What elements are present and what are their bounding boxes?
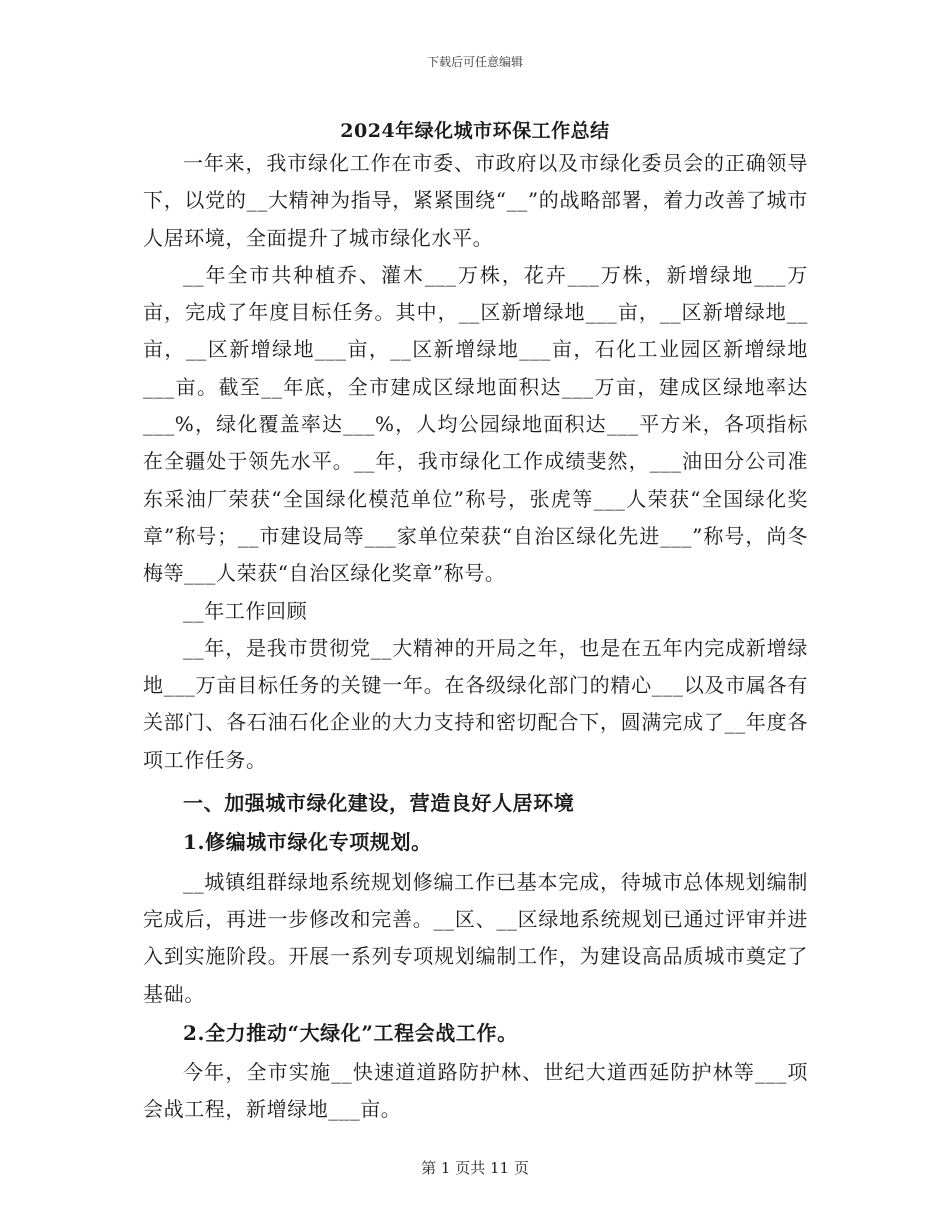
page-footer-number: 第 1 页共 11 页	[421, 1159, 529, 1177]
paragraph-review: __年，是我市贯彻党__大精神的开局之年，也是在五年内完成新增绿地___万亩目标任务的关键一年。在各级绿化部门的精心___以及市属各有关部门、各石油石化企业的大力支持和密切配合下，圆满完成了__年度各项工作任务。	[143, 635, 808, 772]
paragraph-projects: 今年，全市实施__快速道道路防护林、世纪大道西延防护林等___项会战工程，新增绿地___亩。	[143, 1060, 808, 1122]
paragraph-intro: 一年来，我市绿化工作在市委、市政府以及市绿化委员会的正确领导下，以党的__大精神为指导，紧紧围绕“__”的战略部署，着力改善了城市人居环境，全面提升了城市绿化水平。	[143, 151, 808, 250]
page-header-note: 下载后可任意编辑	[426, 55, 523, 69]
subsection-heading-2: 2.全力推动“大绿化”工程会战工作。	[183, 1020, 518, 1045]
paragraph-planning: __城镇组群绿地系统规划修编工作已基本完成，待城市总体规划编制完成后，再进一步修改和完善。__区、__区绿地系统规划已通过评审并进入到实施阶段。开展一系列专项规划编制工作，为建设高品质城市奠定了基础。	[143, 869, 808, 1006]
document-body	[143, 145, 808, 1129]
section-heading-1: 一、加强城市绿化建设，营造良好人居环境	[183, 791, 575, 816]
paragraph-statistics: __年全市共种植乔、灌木___万株，花卉___万株，新增绿地___万亩，完成了年度目标任务。其中，__区新增绿地___亩，__区新增绿地__亩，__区新增绿地___亩，__区新增绿地___亩，石化工业园区新增绿地___亩。截至__年底，全市建成区绿地面积达___万亩，建成区绿地率达___%，绿化覆盖率达___%，人均公园绿地面积达___平方米，各项指标在全疆处于领先水平。__年，我市绿化工作成绩斐然，___油田分公司准东采油厂荣获“全国绿化模范单位”称号，张虎等___人荣获“全国绿化奖章”称号；__市建设局等___家单位荣获“自治区绿化先进___”称号，尚冬梅等___人荣获“自治区绿化奖章”称号。	[143, 262, 808, 586]
document-title: 2024年绿化城市环保工作总结	[340, 120, 610, 142]
subsection-heading-1: 1.修编城市绿化专项规划。	[183, 830, 432, 855]
paragraph-review-title: __年工作回顾	[183, 598, 308, 623]
